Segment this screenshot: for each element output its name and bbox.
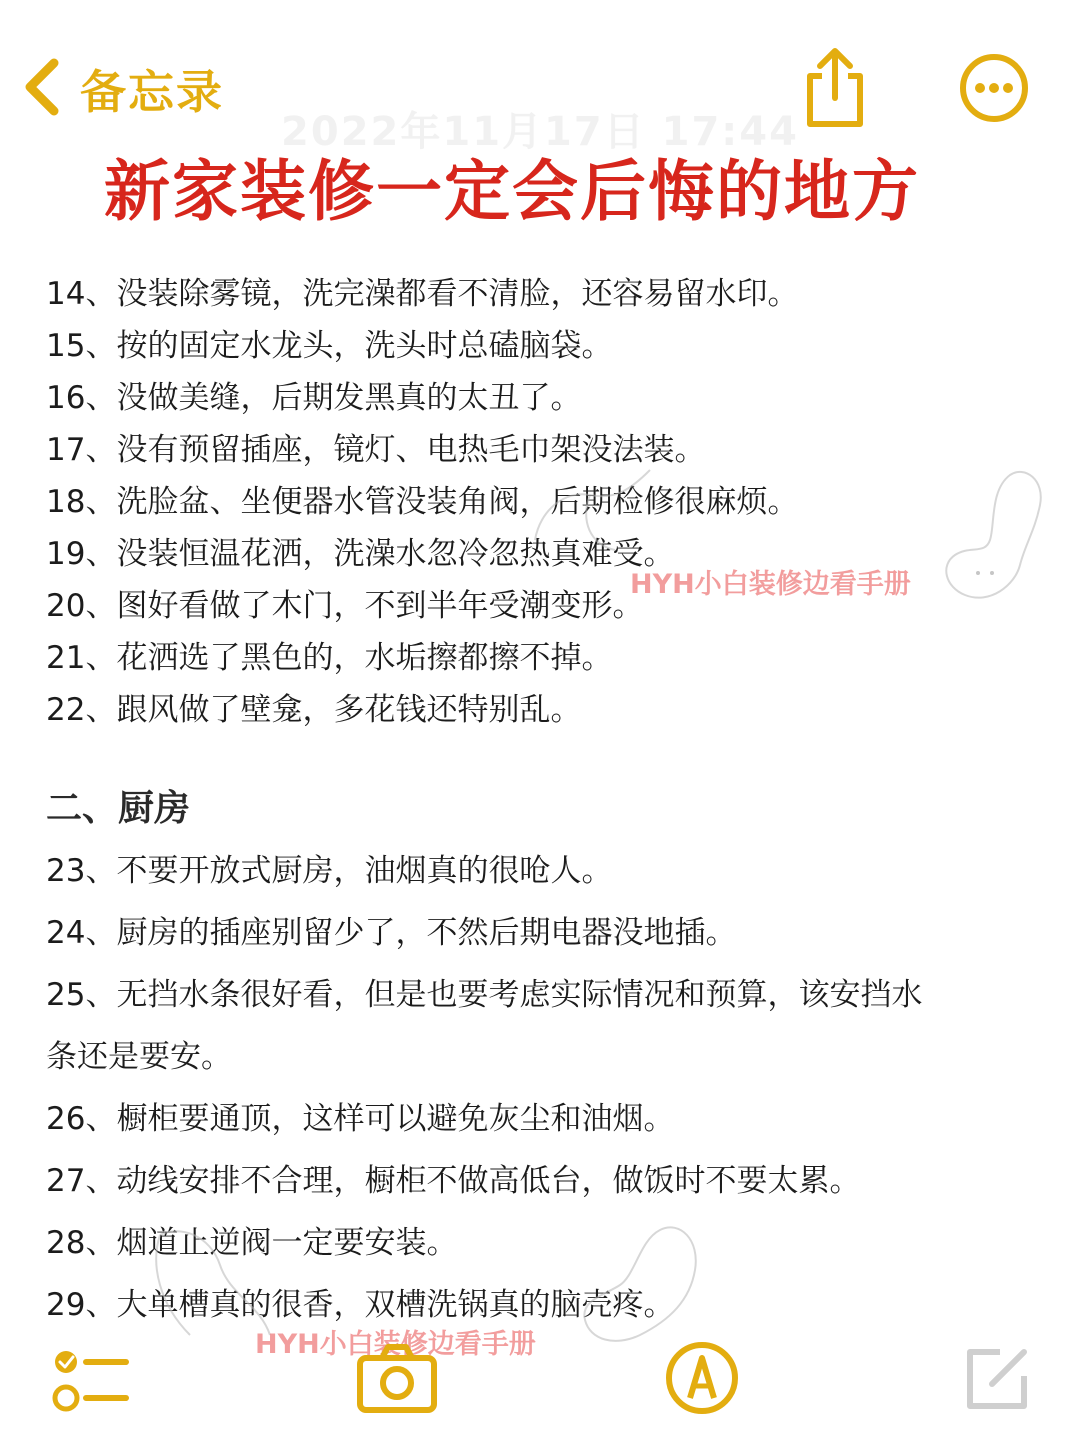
list-item: 14、没装除雾镜，洗完澡都看不清脸，还容易留水印。	[46, 276, 799, 312]
compose-icon	[962, 1344, 1032, 1414]
back-label: 备忘录	[80, 65, 224, 119]
list-item: 15、按的固定水龙头，洗头时总磕脑袋。	[46, 328, 613, 364]
bottom-toolbar	[0, 1330, 1080, 1430]
section-heading-kitchen: 二、厨房	[46, 788, 191, 829]
list-item: 23、不要开放式厨房，油烟真的很呛人。	[46, 853, 613, 889]
list-item: 19、没装恒温花洒，洗澡水忽冷忽热真难受。	[46, 536, 675, 572]
list-item: 28、烟道止逆阀一定要安装。	[46, 1225, 458, 1261]
markup-pen-icon	[664, 1340, 740, 1416]
compose-button[interactable]	[962, 1344, 1032, 1418]
watermark-text: HYH小白装修边看手册	[630, 569, 911, 600]
cat-illustration	[520, 450, 670, 560]
camera-icon	[356, 1342, 438, 1414]
list-item: 16、没做美缝，后期发黑真的太丑了。	[46, 380, 582, 416]
watermark-text: HYH小白装修边看手册	[255, 1329, 536, 1360]
list-item: 21、花洒选了黑色的，水垢擦都擦不掉。	[46, 640, 613, 676]
note-date: 2022年11月17日 17:44	[281, 109, 799, 155]
list-item: 22、跟风做了壁龛，多花钱还特别乱。	[46, 692, 582, 728]
markup-button[interactable]	[664, 1340, 740, 1420]
list-item: 24、厨房的插座别留少了，不然后期电器没地插。	[46, 915, 737, 951]
camera-button[interactable]	[356, 1342, 438, 1418]
checklist-icon	[52, 1344, 132, 1416]
list-item: 26、橱柜要通顶，这样可以避免灰尘和油烟。	[46, 1101, 675, 1137]
cat-illustration	[930, 455, 1060, 615]
list-item: 18、洗脸盆、坐便器水管没装角阀，后期检修很麻烦。	[46, 484, 799, 520]
list-item: 25、无挡水条很好看，但是也要考虑实际情况和预算，该安挡水条还是要安。	[46, 977, 923, 1075]
list-item: 29、大单槽真的很香，双槽洗锅真的脑壳疼。	[46, 1287, 675, 1323]
note-title: 新家装修一定会后悔的地方	[104, 153, 920, 230]
list-item: 20、图好看做了木门，不到半年受潮变形。	[46, 588, 644, 624]
list-item: 17、没有预留插座，镜灯、电热毛巾架没法装。	[46, 432, 706, 468]
list-item: 27、动线安排不合理，橱柜不做高低台，做饭时不要太累。	[46, 1163, 861, 1199]
checklist-button[interactable]	[52, 1344, 132, 1420]
